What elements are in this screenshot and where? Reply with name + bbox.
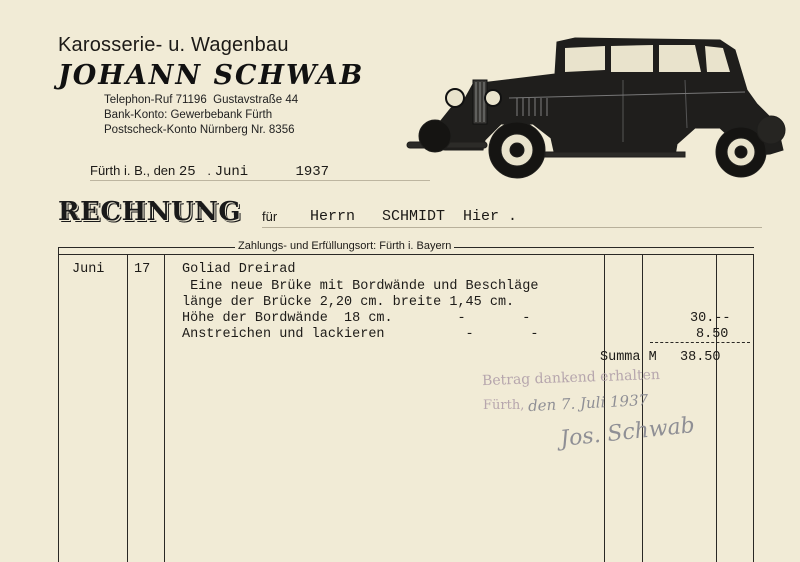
place-label: Fürth i. B., den	[90, 163, 176, 178]
street-address: Gustavstraße 44	[213, 94, 299, 106]
car-illustration	[405, 32, 790, 184]
item-line-5: Anstreichen und lackieren - -	[182, 327, 539, 342]
receipt-stamp: Betrag dankend erhalten	[481, 366, 661, 390]
column-divider-month	[127, 254, 128, 562]
item-amount-2: 8.50	[696, 327, 729, 342]
date-year-prefix: 193	[295, 164, 321, 180]
stamp-place: Fürth,	[483, 398, 525, 413]
invoice-heading: RECHNUNG	[58, 197, 242, 227]
date-day: 25	[178, 164, 196, 180]
date-month: Juni	[214, 164, 249, 180]
total-amount: 38.50	[680, 350, 721, 365]
item-month: Juni	[72, 262, 105, 277]
postcheck-account: Postscheck-Konto Nürnberg Nr. 8356	[104, 124, 295, 136]
stamp-date: den 7. Juli 1937	[527, 390, 649, 416]
item-amount-1: 30.--	[690, 311, 731, 326]
payment-place: Zahlungs- und Erfüllungsort: Fürth i. Bayern	[235, 240, 454, 252]
bank-account: Bank-Konto: Gewerbebank Fürth	[104, 109, 273, 121]
column-divider-day	[164, 254, 165, 562]
item-day: 17	[134, 262, 151, 277]
column-divider-amount-2	[716, 254, 717, 562]
item-line-2: Eine neue Brüke mit Bordwände und Beschläge	[182, 279, 539, 294]
phone-line	[104, 94, 298, 106]
item-line-4: Höhe der Bordwände 18 cm. - -	[182, 311, 531, 326]
table-right-border	[753, 254, 754, 562]
owner-name: JOHANN SCHWAB	[58, 60, 365, 91]
date-underline	[90, 180, 430, 181]
date-year-suffix: 7	[320, 164, 330, 180]
invoice-for-label: für	[262, 209, 278, 224]
customer-name: Herrn SCHMIDT Hier .	[310, 208, 518, 225]
firm-title: Karosserie- u. Wagenbau	[58, 34, 289, 56]
item-line-3: länge der Brücke 2,20 cm. breite 1,45 cm.	[182, 295, 515, 310]
total-label: Summa M	[600, 350, 657, 365]
signature: Jos. Schwab	[559, 413, 696, 452]
table-left-border	[58, 247, 59, 562]
item-line-1: Goliad Dreirad	[182, 262, 296, 277]
customer-underline	[262, 227, 762, 228]
table-header-rule	[58, 254, 754, 255]
sum-underline	[650, 342, 750, 344]
phone-number: Telephon-Ruf 71196	[104, 94, 207, 106]
place-date-line: Fürth i. B., den 25 . Juni 1937	[90, 163, 330, 180]
